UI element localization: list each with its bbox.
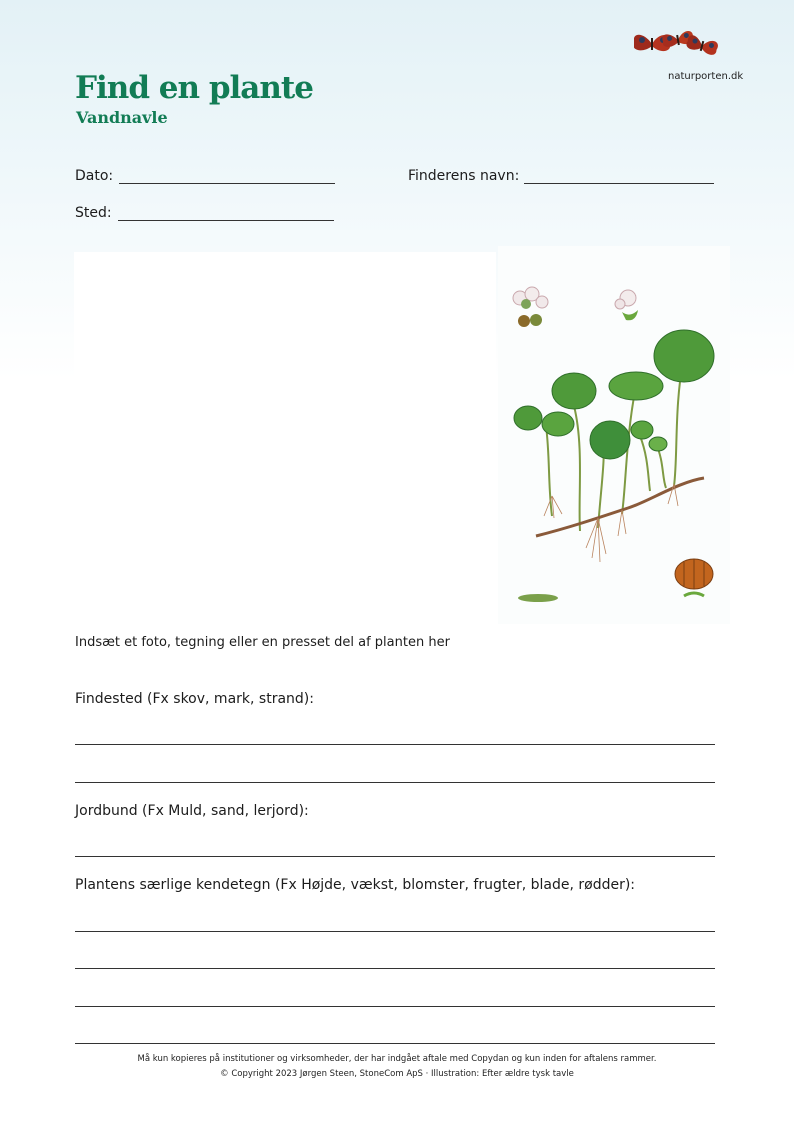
finder-line[interactable]	[524, 183, 714, 184]
jordbund-line-1[interactable]	[75, 856, 715, 857]
butterflies-icon	[634, 26, 718, 66]
kendetegn-line-2[interactable]	[75, 968, 715, 969]
kendetegn-label: Plantens særlige kendetegn (Fx Højde, vækst, blomster, frugter, blade, rødder):	[75, 877, 636, 893]
footer-copyright: © Copyright 2023 Jørgen Steen, StoneCom ApS · Illustration: Efter ældre tysk tavle	[220, 1069, 574, 1079]
finder-label: Finderens navn:	[408, 168, 520, 184]
photo-placeholder[interactable]	[74, 252, 496, 620]
kendetegn-line-3[interactable]	[75, 1006, 715, 1007]
findested-line-1[interactable]	[75, 744, 715, 745]
kendetegn-line-1[interactable]	[75, 931, 715, 932]
findested-line-2[interactable]	[75, 782, 715, 783]
kendetegn-line-4[interactable]	[75, 1043, 715, 1044]
page-title: Find en plante	[75, 70, 313, 106]
findested-label: Findested (Fx skov, mark, strand):	[75, 691, 314, 707]
date-line[interactable]	[119, 183, 335, 184]
date-label: Dato:	[75, 168, 114, 184]
place-label: Sted:	[75, 205, 112, 221]
site-name: naturporten.dk	[668, 71, 744, 82]
page-subtitle: Vandnavle	[76, 108, 168, 127]
jordbund-label: Jordbund (Fx Muld, sand, lerjord):	[75, 803, 309, 819]
place-line[interactable]	[118, 220, 334, 221]
footer-license: Må kun kopieres på institutioner og virksomheder, der har indgået aftale med Copydan og kun inden for aftalens rammer.	[137, 1054, 657, 1064]
pennywort-plant-illustration	[498, 246, 730, 624]
photo-caption: Indsæt et foto, tegning eller en presset del af planten her	[75, 635, 450, 650]
